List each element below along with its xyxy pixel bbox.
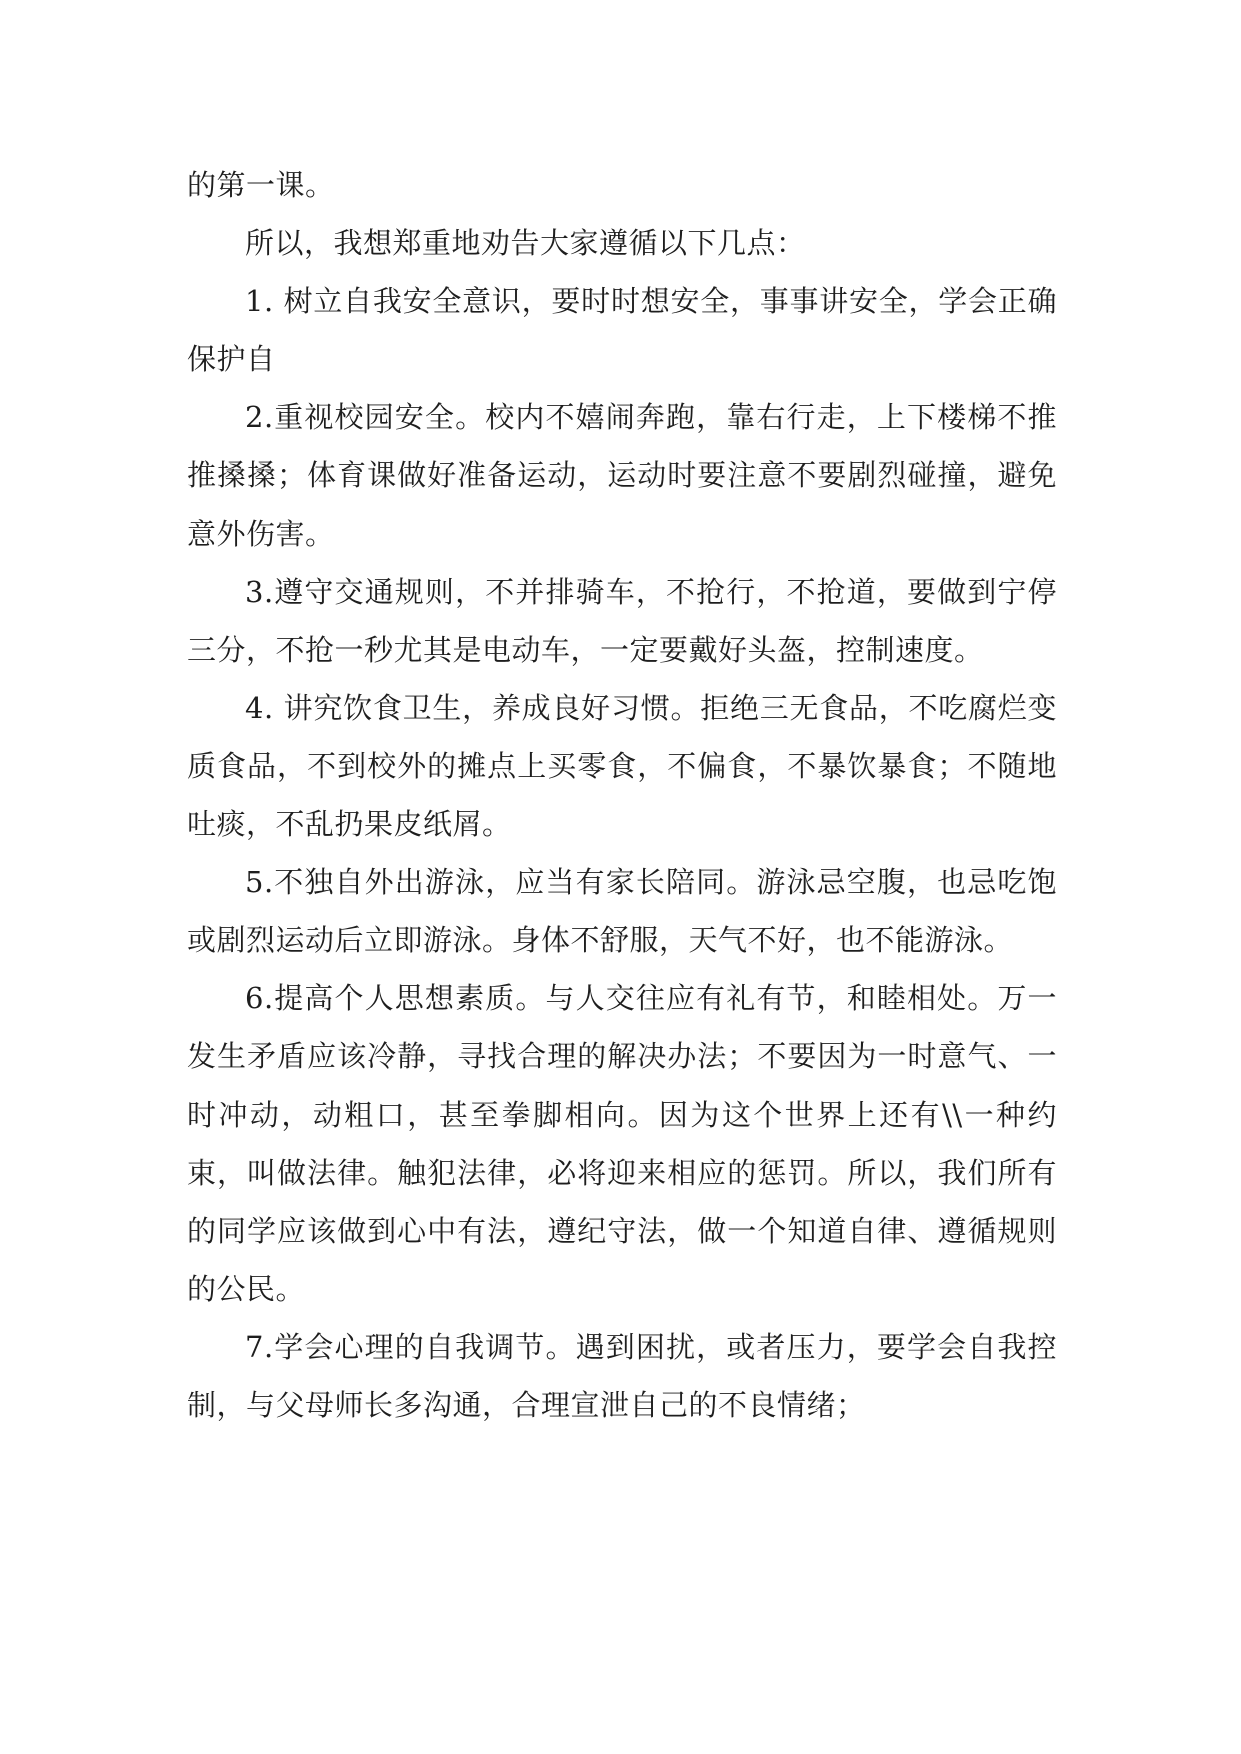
document-body [187,156,1057,1434]
paragraph-item-7: 7.学会心理的自我调节。遇到困扰，或者压力，要学会自我控制，与父母师长多沟通，合理宣泄自己的不良情绪； [187,1329,1057,1422]
paragraph-item-2: 2.重视校园安全。校内不嬉闹奔跑，靠右行走，上下楼梯不推推搡搡；体育课做好准备运动，运动时要注意不要剧烈碰撞，避免意外伤害。 [187,400,1057,551]
paragraph-item-5: 5.不独自外出游泳，应当有家长陪同。游泳忌空腹，也忌吃饱或剧烈运动后立即游泳。身体不舒服，天气不好，也不能游泳。 [187,865,1057,958]
paragraph-continuation: 的第一课。 [187,168,335,202]
paragraph-item-6: 6.提高个人思想素质。与人交往应有礼有节，和睦相处。万一发生矛盾应该冷静，寻找合理的解决办法；不要因为一时意气、一时冲动，动粗口，甚至拳脚相向。因为这个世界上还有\\一种约束，叫做法律。触犯法律，必将迎来相应的惩罚。所以，我们所有的同学应该做到心中有法，遵纪守法，做一个知道自律、遵循规则的公民。 [187,981,1057,1306]
paragraph-item-1: 1. 树立自我安全意识，要时时想安全，事事讲安全，学会正确保护自 [187,284,1057,377]
paragraph-intro: 所以，我想郑重地劝告大家遵循以下几点： [245,226,806,261]
paragraph-item-3: 3.遵守交通规则，不并排骑车，不抢行，不抢道，要做到宁停三分，不抢一秒尤其是电动车，一定要戴好头盔，控制速度。 [187,574,1057,667]
paragraph-item-4: 4. 讲究饮食卫生，养成良好习惯。拒绝三无食品，不吃腐烂变质食品，不到校外的摊点上买零食，不偏食，不暴饮暴食；不随地吐痰，不乱扔果皮纸屑。 [187,690,1057,842]
